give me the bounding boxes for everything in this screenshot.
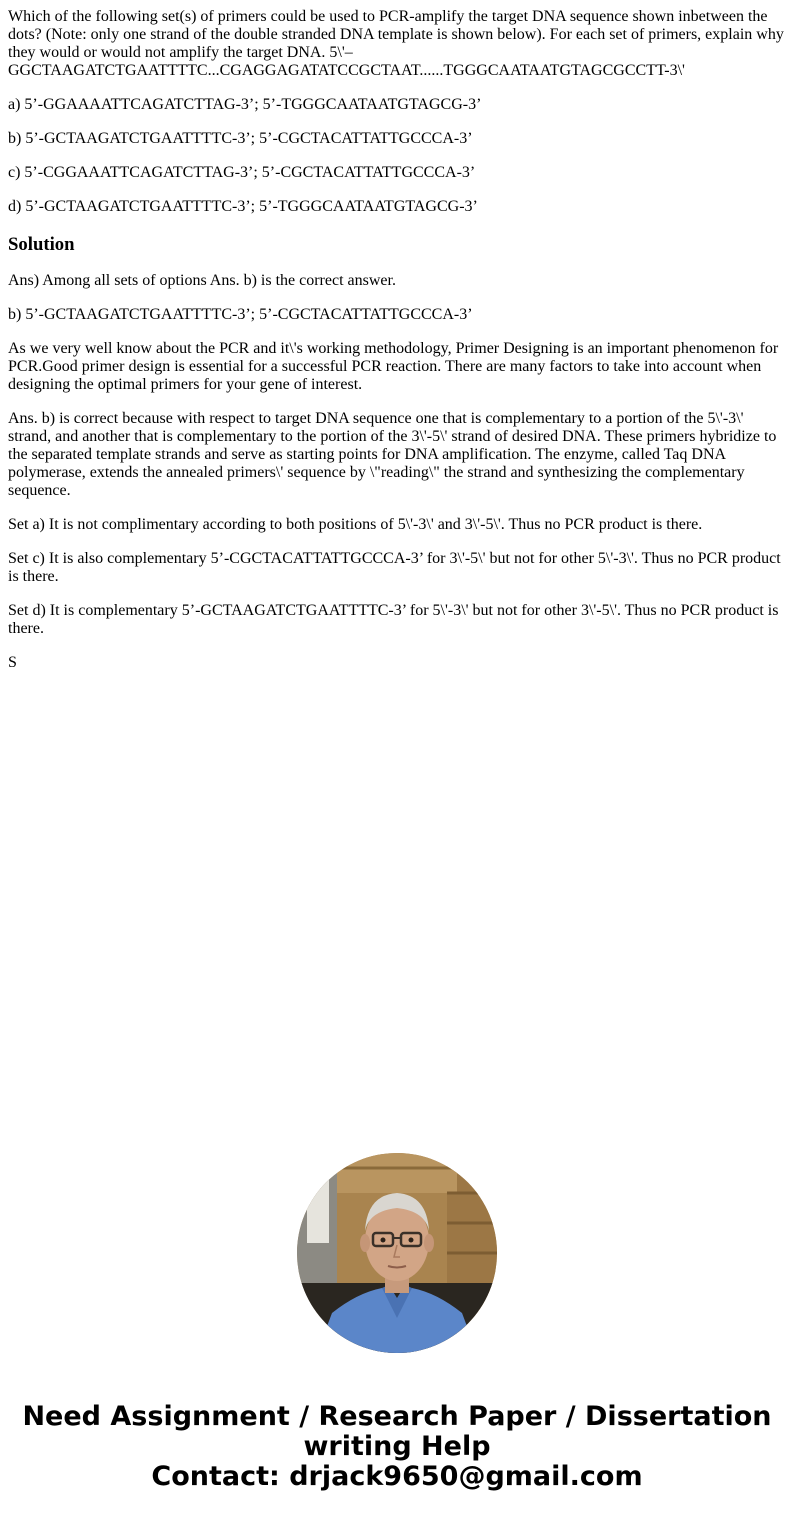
author-avatar <box>297 1153 497 1353</box>
solution-explanation-b: Ans. b) is correct because with respect to target DNA sequence one that is complementary to a portion of the 5\'-3\' strand, and another that is complementary to the portion of the 3\'-5\' strand of desired DNA. These primers hybridize to the separated template strands and serve as starting points for DNA amplification. The enzyme, called Taq DNA polymerase, extends the annealed primers\' sequence by \"reading\" the strand and synthesizing the complementary sequence. <box>8 410 777 499</box>
solution-heading: Solution <box>8 234 75 255</box>
solution-correct-option: b) 5’-GCTAAGATCTGAATTTTC-3’; 5’-CGCTACATTATTGCCCA-3’ <box>8 306 473 323</box>
solution-trailing-text: S <box>8 654 17 671</box>
option-c: c) 5’-CGGAAATTCAGATCTTAG-3’; 5’-CGCTACATTATTGCCCA-3’ <box>8 164 476 181</box>
promo-line-1: Need Assignment / Research Paper / Dissertation <box>22 1401 772 1432</box>
article-content <box>8 8 786 688</box>
option-b: b) 5’-GCTAAGATCTGAATTTTC-3’; 5’-CGCTACATTATTGCCCA-3’ <box>8 130 473 147</box>
solution-answer: Ans) Among all sets of options Ans. b) is the correct answer. <box>8 272 396 289</box>
solution-explanation-c: Set c) It is also complementary 5’-CGCTACATTATTGCCCA-3’ for 3\'-5\' but not for other 5\'-3\'. Thus no PCR product is there. <box>8 550 781 585</box>
option-a: a) 5’-GGAAAATTCAGATCTTAG-3’; 5’-TGGGCAATAATGTAGCG-3’ <box>8 96 482 113</box>
promo-contact-line: Contact: drjack9650@gmail.com <box>151 1461 643 1492</box>
option-d: d) 5’-GCTAAGATCTGAATTTTC-3’; 5’-TGGGCAATAATGTAGCG-3’ <box>8 198 478 215</box>
solution-explanation-a: Set a) It is not complimentary according to both positions of 5\'-3\' and 3\'-5\'. Thus no PCR product is there. <box>8 516 703 533</box>
author-portrait-image <box>297 1153 497 1353</box>
promo-banner <box>0 1402 794 1492</box>
question-text: Which of the following set(s) of primers could be used to PCR-amplify the target DNA sequence shown inbetween the dots? (Note: only one strand of the double stranded DNA template is shown below). For each set of primers, explain why they would or would not amplify the target DNA. 5\'– GGCTAAGATCTGAATTTTC...CGAGGAGATATCCGCTAAT......TGGGCAATAATGTAGCGCCTT-3\' <box>8 8 784 79</box>
solution-pcr-intro: As we very well know about the PCR and it\'s working methodology, Primer Designing is an important phenomenon for PCR.Good primer design is essential for a successful PCR reaction. There are many factors to take into account when designing the optimal primers for your gene of interest. <box>8 340 779 393</box>
promo-line-2: writing Help <box>303 1431 491 1462</box>
solution-explanation-d: Set d) It is complementary 5’-GCTAAGATCTGAATTTTC-3’ for 5\'-3\' but not for other 3\'-5\'. Thus no PCR product is there. <box>8 602 779 637</box>
